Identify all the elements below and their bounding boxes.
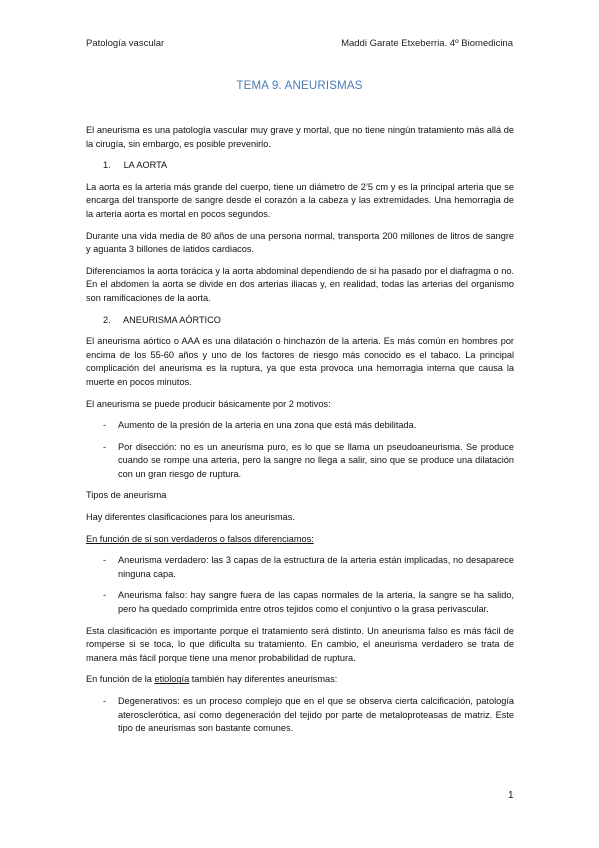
header-course: Patología vascular bbox=[86, 38, 165, 49]
paragraph: Hay diferentes clasificaciones para los aneurismas. bbox=[86, 512, 295, 523]
section-heading-aneurisma bbox=[86, 314, 514, 328]
subheading-tipos: Tipos de aneurisma bbox=[86, 490, 167, 501]
list-item-text: Aumento de la presión de la arteria en una zona que está más debilitada. bbox=[118, 420, 417, 431]
vf-list bbox=[86, 554, 514, 616]
intro-paragraph: El aneurisma es una patología vascular muy grave y mortal, que no tiene ningún tratamiento más allá de la cirugía, sin embargo, es posible prevenirlo. bbox=[86, 125, 514, 149]
etiologia-list bbox=[86, 695, 514, 736]
list-item bbox=[86, 419, 514, 433]
text-run: En función de la bbox=[86, 674, 155, 685]
list-item bbox=[86, 554, 514, 581]
etiologia-intro bbox=[86, 673, 514, 687]
paragraph: El aneurisma se puede producir básicamente por 2 motivos: bbox=[86, 398, 331, 409]
list-item-text: Degenerativos: es un proceso complejo que en el que se observa cierta calcificación, patología aterosclerótica, así como degeneración del tejido por parte de metaloproteasas de matriz. Este tipo de aneurismas son bastante comunes. bbox=[118, 696, 514, 734]
text-run: también hay diferentes aneurismas: bbox=[189, 674, 338, 685]
paragraph: Durante una vida media de 80 años de una persona normal, transporta 200 millones de litros de sangre y aguanta 3 billones de latidos cardiacos. bbox=[86, 230, 514, 255]
dash-bullet: - bbox=[103, 590, 107, 601]
paragraph: La aorta es la arteria más grande del cuerpo, tiene un diámetro de 2’5 cm y es la principal arteria que se encarga del transporte de sangre desde el corazón a la cabeza y las extremidades. Una hemorragia de la arteria aorta es mortal en pocos segundos. bbox=[86, 181, 514, 219]
list-item bbox=[86, 589, 514, 616]
motivos-list bbox=[86, 419, 514, 481]
section-number: 1. bbox=[103, 160, 111, 171]
header-author: Maddi Garate Etxeberria. 4º Biomedicina bbox=[341, 38, 513, 49]
paragraph: Esta clasificación es importante porque el tratamiento será distinto. Un aneurisma falso es más fácil de romperse si se toca, lo que dificulta su tratamiento. En cambio, el aneurisma verdadero se trata de manera más fácil porque tiene una menor probabilidad de ruptura. bbox=[86, 625, 514, 663]
section-heading-aorta bbox=[86, 159, 514, 173]
list-item-text: Por disección: no es un aneurisma puro, es lo que se llama un pseudoaneurisma. Se produce cuando se rompe una arteria, pero la sangre no llega a salir, sino que se produce una dilatación con un gran riesgo de ruptura. bbox=[118, 441, 514, 479]
dash-bullet: - bbox=[103, 555, 107, 566]
dash-bullet: - bbox=[103, 441, 107, 452]
document-body bbox=[86, 124, 514, 744]
page-number: 1 bbox=[508, 790, 514, 801]
dash-bullet: - bbox=[103, 420, 107, 431]
list-item-text: Aneurisma falso: hay sangre fuera de las capas normales de la arteria, la sangre se ha salido, pero ha quedado comprimida entre otros tejidos como el conjuntivo o la grasa perivascular. bbox=[118, 590, 514, 615]
dash-bullet: - bbox=[103, 696, 107, 706]
section-label: LA AORTA bbox=[123, 160, 168, 171]
section-number: 2. bbox=[103, 314, 111, 325]
list-item-text: Aneurisma verdadero: las 3 capas de la estructura de la arteria están implicadas, no desaparece ninguna capa. bbox=[118, 555, 514, 579]
etiologia-term: etiología bbox=[154, 674, 190, 685]
list-item bbox=[86, 441, 514, 482]
document-title: TEMA 9. ANEURISMAS bbox=[236, 80, 363, 92]
subheading-verdadero-falso: En función de si son verdaderos o falsos diferenciamos: bbox=[86, 533, 314, 544]
paragraph: Diferenciamos la aorta torácica y la aorta abdominal dependiendo de si ha pasado por el diafragma o no. En el abdomen la aorta se divide en dos arterias iliacas y, en realidad, todas las arterias del organismo son ramificaciones de la aorta. bbox=[86, 265, 514, 303]
list-item bbox=[86, 695, 514, 736]
paragraph: El aneurisma aórtico o AAA es una dilatación o hinchazón de la arteria. Es más común en hombres por encima de los 55-60 años y uno de los factores de riesgo más conocido es el tabaco. La principal complicación del aneurisma es la ruptura, ya que esta provoca una hemorragia interna que causa la muerte en pocos minutos. bbox=[86, 336, 514, 387]
section-label: ANEURISMA AÓRTICO bbox=[123, 314, 221, 325]
